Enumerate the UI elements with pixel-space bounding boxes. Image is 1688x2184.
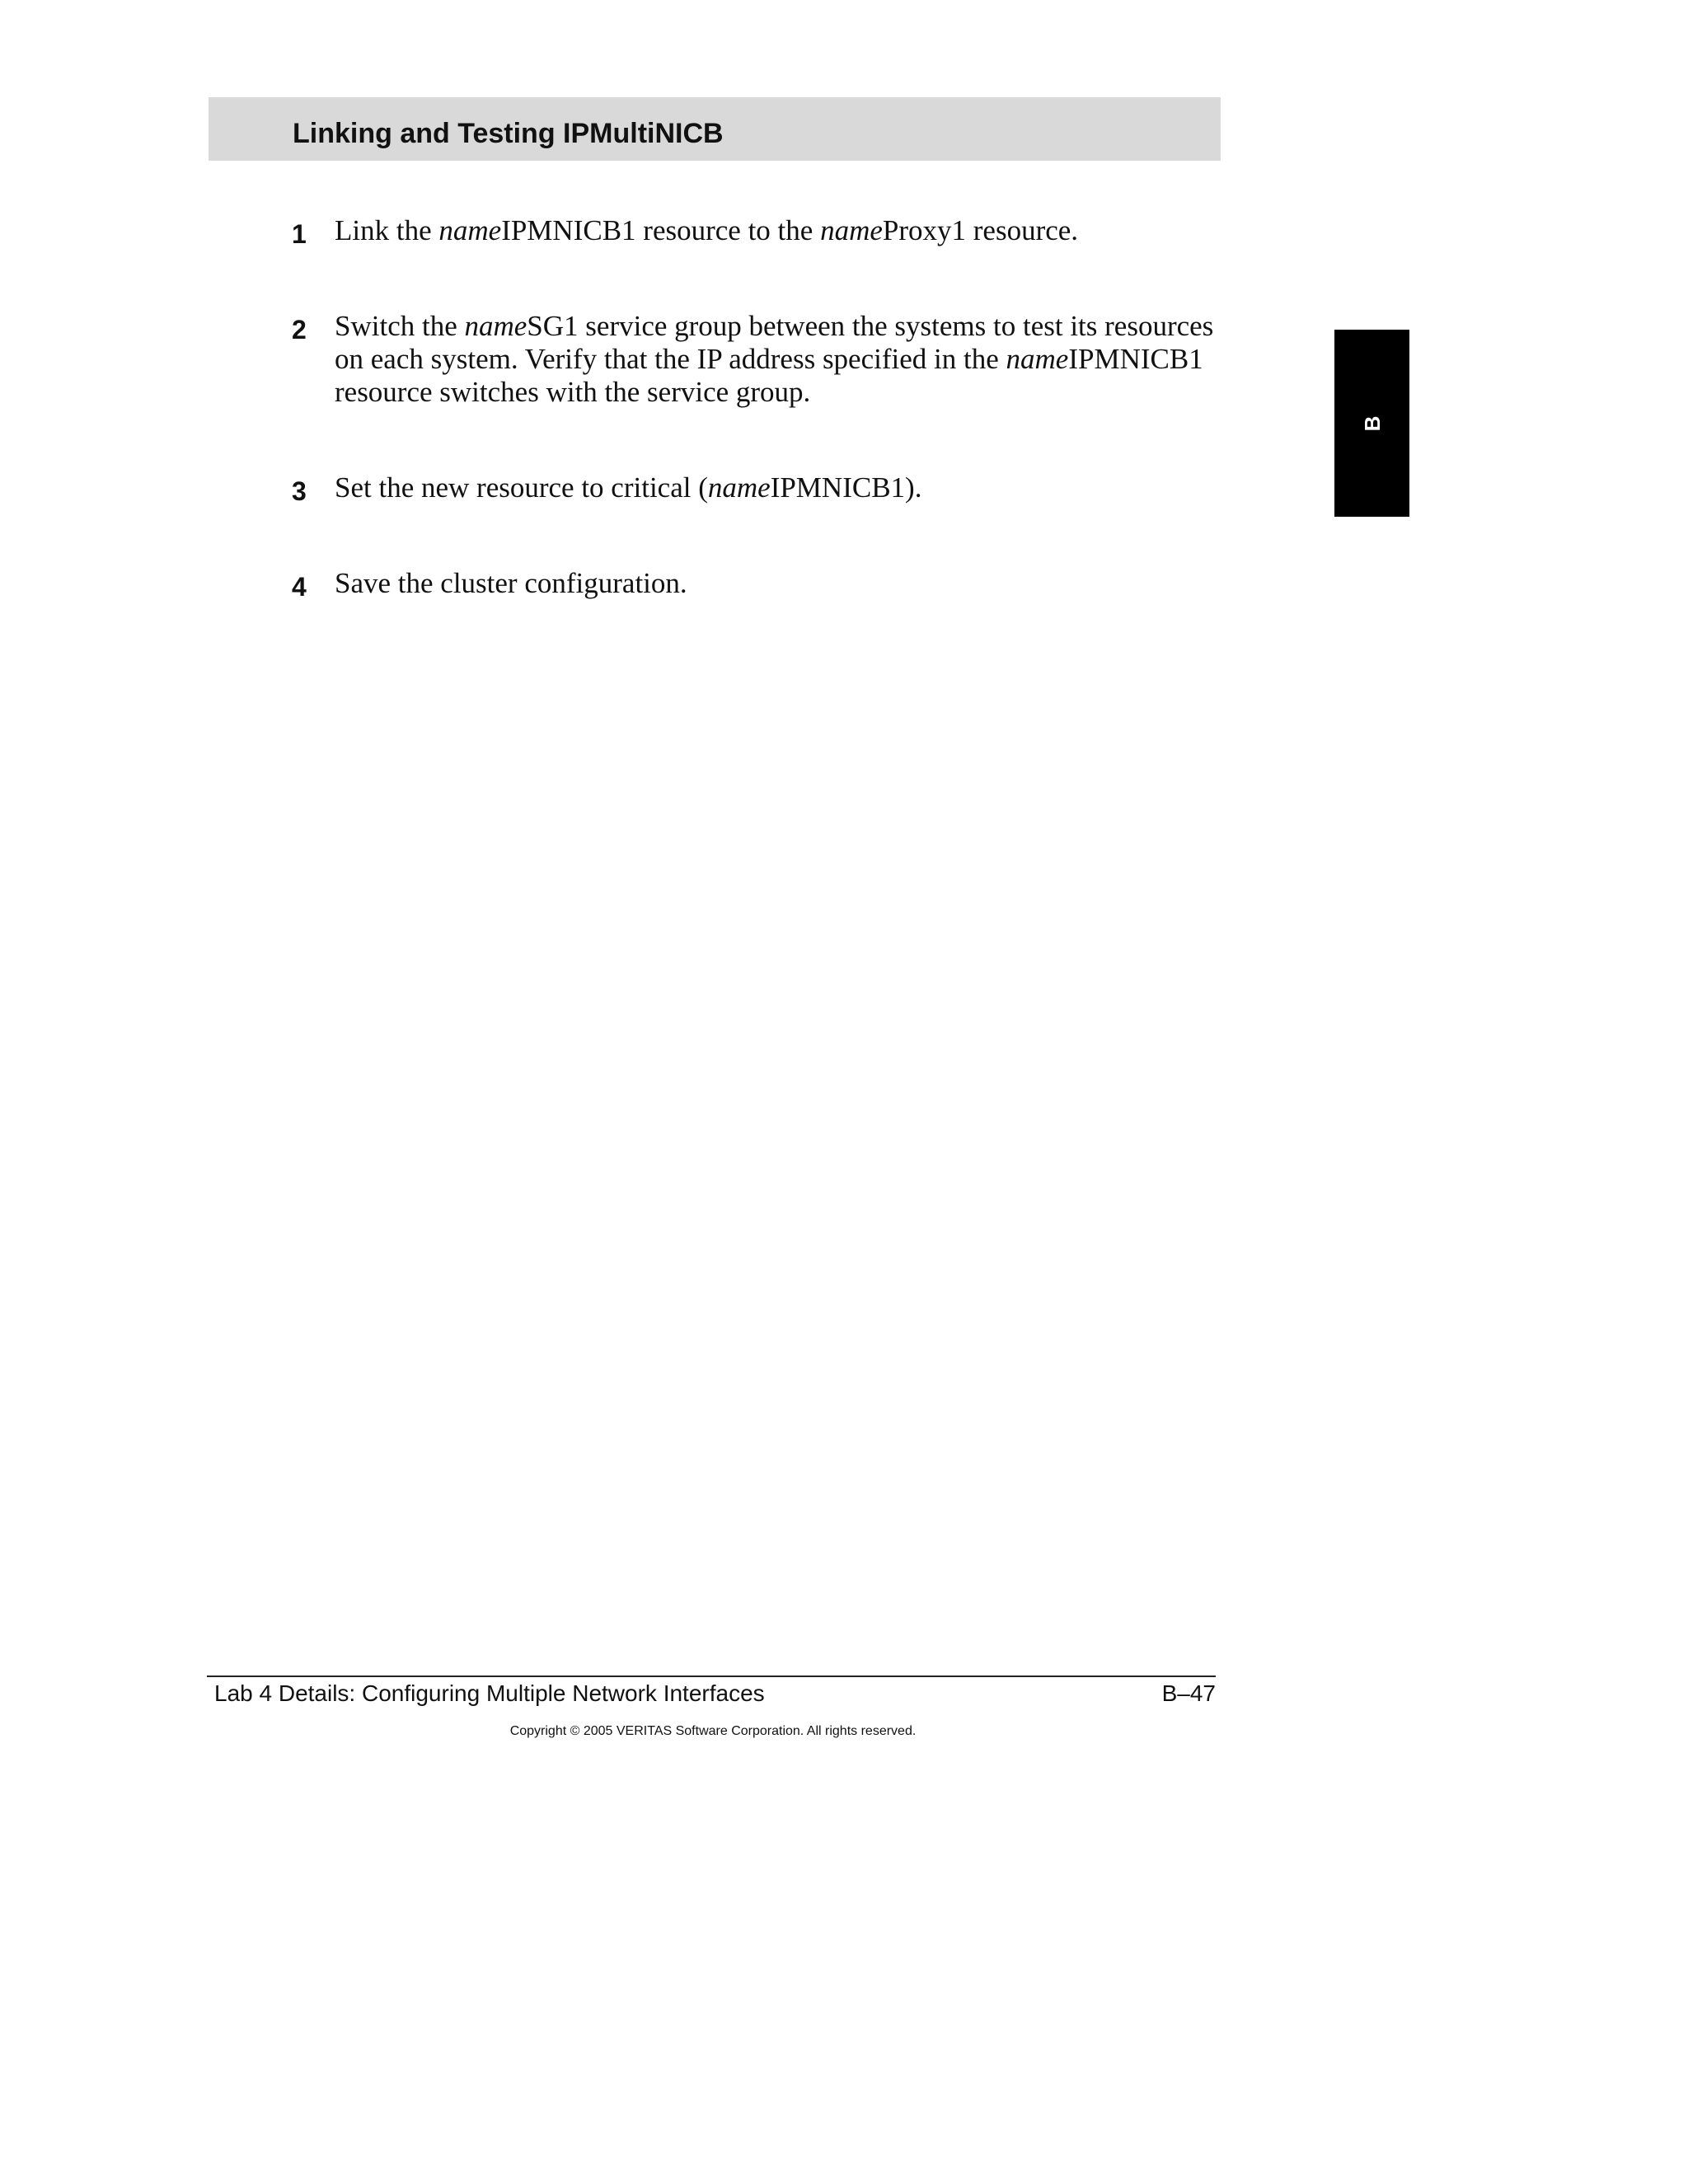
footer-divider	[207, 1675, 1216, 1677]
footer-title: Lab 4 Details: Configuring Multiple Network Interfaces	[214, 1680, 765, 1706]
page-number: B–47	[1161, 1680, 1216, 1706]
appendix-letter: B	[1359, 415, 1385, 431]
step-number: 1	[292, 219, 307, 249]
section-title: Linking and Testing IPMultiNICB	[293, 118, 724, 149]
step-number: 4	[292, 572, 307, 602]
step-text: Switch the nameSG1 service group between the systems to test its resources on each system. Verify that the IP address specified in the nameIPMNICB1 resource switches with the service group.	[335, 310, 1214, 408]
step-number: 3	[292, 476, 307, 506]
step-number: 2	[292, 315, 307, 344]
appendix-side-tab	[1334, 330, 1409, 517]
copyright-notice: Copyright © 2005 VERITAS Software Corporation. All rights reserved.	[509, 1724, 917, 1738]
step-text: Save the cluster configuration.	[335, 567, 687, 599]
step-text: Set the new resource to critical (nameIPMNICB1).	[335, 471, 922, 504]
step-text: Link the nameIPMNICB1 resource to the nameProxy1 resource.	[335, 214, 1079, 246]
